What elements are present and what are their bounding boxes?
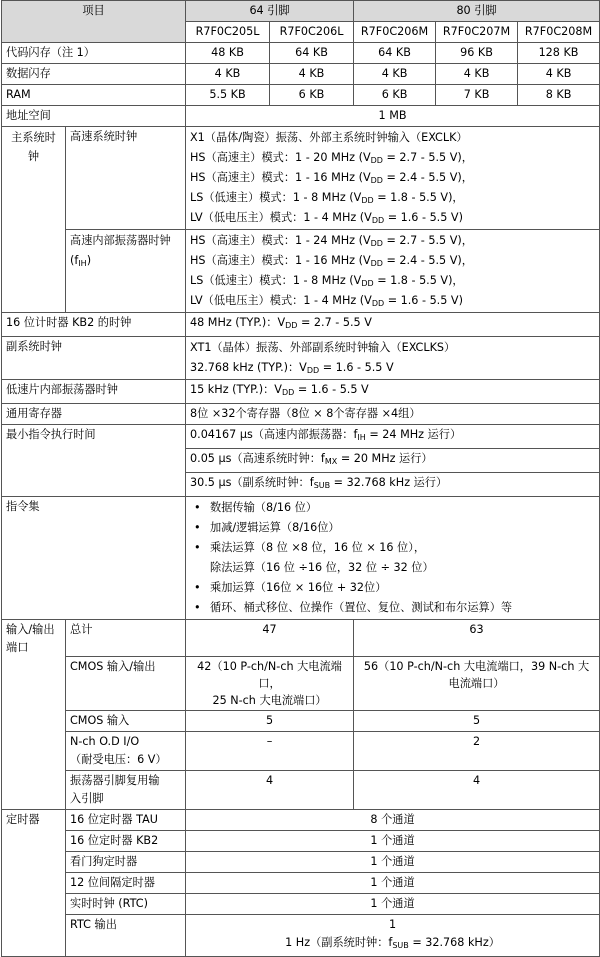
io-total-80: 63 [354,620,600,657]
high-speed-clock-label: 高速系统时钟 [66,127,186,230]
row-label: RAM [2,85,186,106]
cell-value: 4 KB [436,64,518,85]
bullet-icon: • [194,581,201,594]
model-name: R7F0C206M [354,22,436,43]
row-label: 地址空间 [2,106,186,127]
data-flash-row [2,64,600,85]
row-label: 副系统时钟 [2,337,186,380]
instruction-list-cell [186,497,600,620]
row-label: 数据闪存 [2,64,186,85]
timer-row [2,810,600,831]
list-item [210,558,595,578]
cell-value: 5.5 KB [186,85,270,106]
cell-value: 0.05 μs（高速系统时钟：$f_{MX} = 20$ MHz 运行） [186,449,600,473]
main-clock-label-text: 主系统时钟 [11,131,56,163]
ram-row [2,85,600,106]
cell-value: 128 KB [518,43,600,64]
osc-pin-row [2,771,600,810]
cell-value: 4 KB [354,64,436,85]
rtc-output-label: RTC 输出 [66,915,186,957]
model-name: R7F0C205L [186,22,270,43]
cell-value: 15 kHz (TYP.)：$V_{DD} = 1.6 - 5.5$ V [186,380,600,404]
text-line: 电流端口） [448,677,505,690]
cell-value: 8 KB [518,85,600,106]
row-label: 通用寄存器 [2,404,186,425]
row-label: 代码闪存（注 1） [2,43,186,64]
main-clock-label [2,127,66,313]
cmos-io-80 [354,657,600,711]
min-exec-row [2,425,600,449]
timer-label: 实时时钟 (RTC) [66,894,186,915]
list-item [194,598,595,618]
model-name: R7F0C208M [518,22,600,43]
text-line: HS（高速主）模式：1 - 20 MHz ($V_{DD} = 2.7 - 5.5$ V)， [190,151,473,165]
list-item [194,518,595,538]
internal-osc-row [2,230,600,313]
cell-value: 64 KB [354,43,436,64]
text-line: （耐受电压：6 V） [70,753,167,766]
text-line: 入引脚 [70,792,104,805]
timer-value: 1 个通道 [186,852,600,873]
sub-clock-row [2,337,600,380]
model-name: R7F0C206L [270,22,354,43]
cell-value: 4 KB [518,64,600,85]
text-line: LS（低速主）模式：1 - 8 MHz ($V_{DD} = 1.8 - 5.5$ V)， [190,191,464,205]
bullet-icon: • [194,501,201,514]
io-total-row [2,620,600,657]
list-item-text: 循环、桶式移位、位操作（置位、复位、测试和布尔运算）等 [210,601,513,614]
nch-od-64: – [186,732,354,771]
text-line: 32.768 kHz (TYP.)：$V_{DD} = 1.6 - 5.5$ V [190,361,394,375]
cmos-io-label: CMOS 输入/输出 [66,657,186,711]
text-line: HS（高速主）模式：1 - 24 MHz ($V_{DD} = 2.7 - 5.5$ V)， [190,234,473,248]
model-name: R7F0C207M [436,22,518,43]
cell-value: 8位 ×32个寄存器（8位 × 8个寄存器 ×4组） [186,404,600,425]
instruction-set-row [2,497,600,620]
list-item-text: 数据传输（8/16 位） [210,501,318,514]
text-line: LS（低速主）模式：1 - 8 MHz ($V_{DD} = 1.8 - 5.5$ V)， [190,274,464,288]
high-speed-clock-value [186,127,600,230]
text-line: 振荡器引脚复用输 [70,774,160,787]
cell-value: 64 KB [270,43,354,64]
timer-value: 8 个通道 [186,810,600,831]
timer-row [2,894,600,915]
instruction-list [190,498,595,618]
list-item-text: 除法运算（16 位 ÷16 位，32 位 ÷ 32 位） [210,561,434,574]
text-line: HS（高速主）模式：1 - 16 MHz ($V_{DD} = 2.4 - 5.5$ V)， [190,254,473,268]
cell-value: 48 KB [186,43,270,64]
text-line: XT1（晶体）振荡、外部副系统时钟输入（EXCLKS） [190,341,456,354]
spec-table [1,0,600,957]
header-64pin: 64 引脚 [186,1,354,22]
cell-value: 4 KB [270,64,354,85]
cell-value: 1 MB [186,106,600,127]
address-space-row [2,106,600,127]
nch-od-label [66,732,186,771]
list-item-text: 乘加运算（16位 × 16位 + 32位） [210,581,387,594]
list-item [194,538,595,558]
cell-value: 6 KB [270,85,354,106]
io-total-label: 总计 [66,620,186,657]
rtc-output-row [2,915,600,957]
osc-pin-label [66,771,186,810]
cell-value: 4 KB [186,64,270,85]
nch-od-row [2,732,600,771]
text-line: 1 [388,918,397,931]
cell-value: 6 KB [354,85,436,106]
list-item [194,578,595,598]
cell-value: 48 MHz (TYP.)：$V_{DD} = 2.7 - 5.5$ V [186,313,600,337]
cmos-in-row [2,711,600,732]
timer-label: 12 位间隔定时器 [66,873,186,894]
internal-osc-label: 高速内部振荡器时钟 $(f_{IH})$ [66,230,186,313]
timer-label: 看门狗定时器 [66,852,186,873]
text-line: HS（高速主）模式：1 - 16 MHz ($V_{DD} = 2.4 - 5.5$ V)， [190,171,473,185]
row-label: 16 位计时器 KB2 的时钟 [2,313,186,337]
cell-value: 7 KB [436,85,518,106]
main-clock-row [2,127,600,230]
timer-label: 16 位定时器 TAU [66,810,186,831]
text-line: 1 Hz（副系统时钟：$f_{SUB} = 32.768$ kHz） [285,936,500,950]
low-speed-osc-row [2,380,600,404]
timers-label: 定时器 [2,810,66,957]
io-ports-label: 输入/输出端口 [2,620,66,810]
row-label: 最小指令执行时间 [2,425,186,497]
header-item: 项目 [2,1,186,43]
registers-row [2,404,600,425]
timer-row [2,852,600,873]
list-item-text: 乘法运算（8 位 ×8 位，16 位 × 16 位）， [210,541,426,554]
timer-value: 1 个通道 [186,831,600,852]
timer-value: 1 个通道 [186,873,600,894]
cmos-io-row [2,657,600,711]
text-line: LV（低电压主）模式：1 - 4 MHz ($V_{DD} = 1.6 - 5.5$ V) [190,294,463,308]
header-row [2,1,600,22]
text-line: 25 N-ch 大电流端口） [212,694,327,707]
row-label: 低速片内部振荡器时钟 [2,380,186,404]
cmos-in-label: CMOS 输入 [66,711,186,732]
row-label: 指令集 [2,497,186,620]
list-item [194,498,595,518]
text-line: LV（低电压主）模式：1 - 4 MHz ($V_{DD} = 1.6 - 5.5$ V) [190,211,463,225]
cmos-in-64: 5 [186,711,354,732]
list-item-text: 加减/逻辑运算（8/16位） [210,521,340,534]
text-line: 56（10 P-ch/N-ch 大电流端口，39 N-ch 大 [363,660,590,673]
nch-od-80: 2 [354,732,600,771]
timer-row [2,873,600,894]
cmos-in-80: 5 [354,711,600,732]
osc-pin-64: 4 [186,771,354,810]
cell-value: 30.5 μs（副系统时钟：$f_{SUB} = 32.768$ kHz 运行） [186,473,600,497]
bullet-icon: • [194,521,201,534]
cell-value: 0.04167 μs（高速内部振荡器：$f_{IH} = 24$ MHz 运行） [186,425,600,449]
timer-kb2-clock-row [2,313,600,337]
cell-value: 96 KB [436,43,518,64]
rtc-output-value [186,915,600,957]
text-line: N-ch O.D I/O [70,735,140,748]
timer-value: 1 个通道 [186,894,600,915]
text-line: 42（10 P-ch/N-ch 大电流端 [197,660,342,673]
cmos-io-64 [186,657,354,711]
bullet-icon: • [194,601,201,614]
bullet-icon: • [194,541,201,554]
code-flash-row [2,43,600,64]
cell-value [186,337,600,380]
io-total-64: 47 [186,620,354,657]
text-line: 口， [258,677,281,690]
text-line: X1（晶体/陶瓷）振荡、外部主系统时钟输入（EXCLK） [190,131,468,144]
timer-label: 16 位定时器 KB2 [66,831,186,852]
header-80pin: 80 引脚 [354,1,600,22]
timer-row [2,831,600,852]
osc-pin-80: 4 [354,771,600,810]
internal-osc-value [186,230,600,313]
